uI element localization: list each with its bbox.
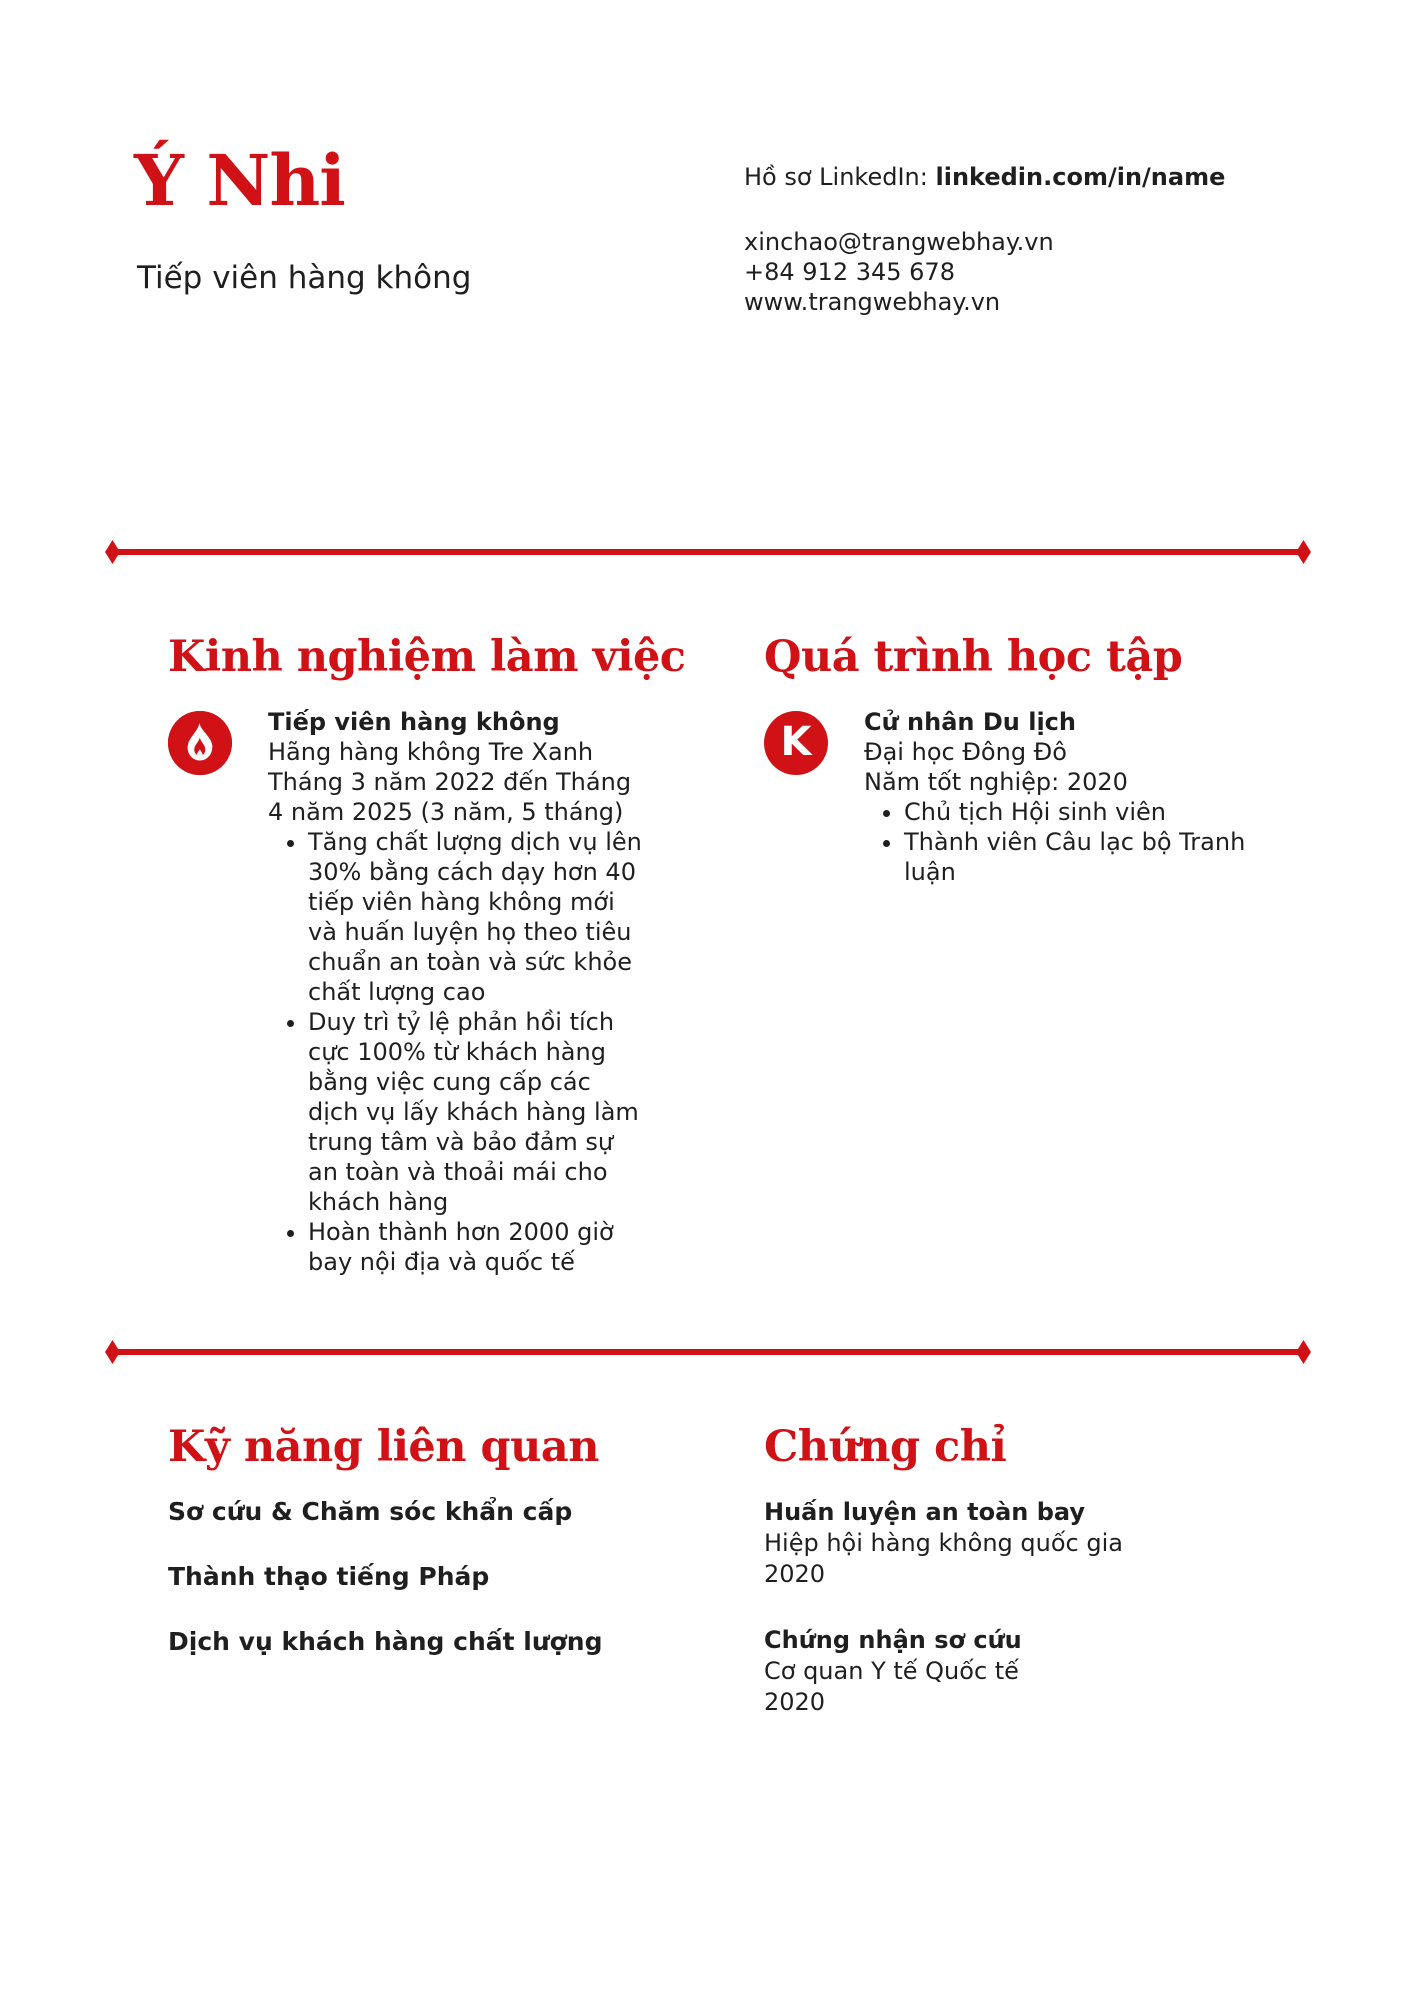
experience-job-title: Tiếp viên hàng không <box>268 708 560 737</box>
certification-entry <box>764 1625 1284 1718</box>
education-graduation: Năm tốt nghiệp: 2020 <box>864 768 1128 797</box>
certification-title: Chứng nhận sơ cứu <box>764 1626 1022 1655</box>
education-bullet: • Chủ tịch Hội sinh viên <box>904 797 1264 827</box>
contact-email: xinchao@trangwebhay.vn <box>744 228 1054 256</box>
certification-entry <box>764 1497 1284 1590</box>
certifications-heading: Chứng chỉ <box>764 1422 1007 1472</box>
experience-entry-body <box>268 707 648 1277</box>
experience-bullet: • Hoàn thành hơn 2000 giờ bay nội địa và quốc tế <box>308 1217 648 1277</box>
education-bullet-list <box>864 797 1264 887</box>
experience-entry <box>168 707 698 1277</box>
skill-item: Thành thạo tiếng Pháp <box>168 1562 490 1592</box>
experience-dates: Tháng 3 năm 2022 đến Tháng 4 năm 2025 (3 năm, 5 tháng) <box>268 768 632 827</box>
section-skills <box>168 1424 688 1692</box>
experience-bullet-list <box>268 827 648 1277</box>
skills-heading: Kỹ năng liên quan <box>168 1422 599 1472</box>
flame-icon <box>168 711 232 775</box>
section-education <box>764 634 1304 887</box>
education-bullet: • Thành viên Câu lạc bộ Tranh luận <box>904 827 1264 887</box>
k-badge-icon <box>764 711 828 775</box>
contact-linkedin <box>744 162 1225 192</box>
contact-website: www.trangwebhay.vn <box>744 288 1001 316</box>
education-heading: Quá trình học tập <box>764 632 1183 682</box>
section-certifications <box>764 1424 1284 1753</box>
contact-block <box>744 162 1225 317</box>
section-experience <box>168 634 698 1277</box>
experience-bullet: • Duy trì tỷ lệ phản hồi tích cực 100% từ khách hàng bằng việc cung cấp các dịch vụ lấy khách hàng làm trung tâm và bảo đảm sự an toàn và thoải mái cho khách hàng <box>308 1007 648 1217</box>
certification-org: Cơ quan Y tế Quốc tế <box>764 1657 1019 1686</box>
contact-phone: +84 912 345 678 <box>744 258 955 286</box>
certification-title: Huấn luyện an toàn bay <box>764 1498 1085 1527</box>
divider-bottom <box>112 1349 1304 1355</box>
education-degree: Cử nhân Du lịch <box>864 708 1076 737</box>
skill-item: Dịch vụ khách hàng chất lượng <box>168 1627 603 1657</box>
person-job-title: Tiếp viên hàng không <box>137 260 472 296</box>
experience-heading: Kinh nghiệm làm việc <box>168 632 686 682</box>
linkedin-label: Hồ sơ LinkedIn: <box>744 163 936 191</box>
education-school: Đại học Đông Đô <box>864 738 1067 767</box>
divider-top <box>112 549 1304 555</box>
experience-company: Hãng hàng không Tre Xanh <box>268 738 594 767</box>
education-entry <box>764 707 1304 887</box>
person-name: Ý Nhi <box>134 139 345 222</box>
certification-org: Hiệp hội hàng không quốc gia <box>764 1529 1123 1558</box>
skill-item: Sơ cứu & Chăm sóc khẩn cấp <box>168 1497 573 1527</box>
k-badge-letter: K <box>780 719 812 766</box>
linkedin-url: linkedin.com/in/name <box>935 163 1226 191</box>
education-entry-body <box>864 707 1264 887</box>
certification-year: 2020 <box>764 1688 826 1717</box>
experience-bullet: • Tăng chất lượng dịch vụ lên 30% bằng cách dạy hơn 40 tiếp viên hàng không mới và huấn luyện họ theo tiêu chuẩn an toàn và sức khỏe chất lượng cao <box>308 827 648 1007</box>
certification-year: 2020 <box>764 1560 826 1589</box>
